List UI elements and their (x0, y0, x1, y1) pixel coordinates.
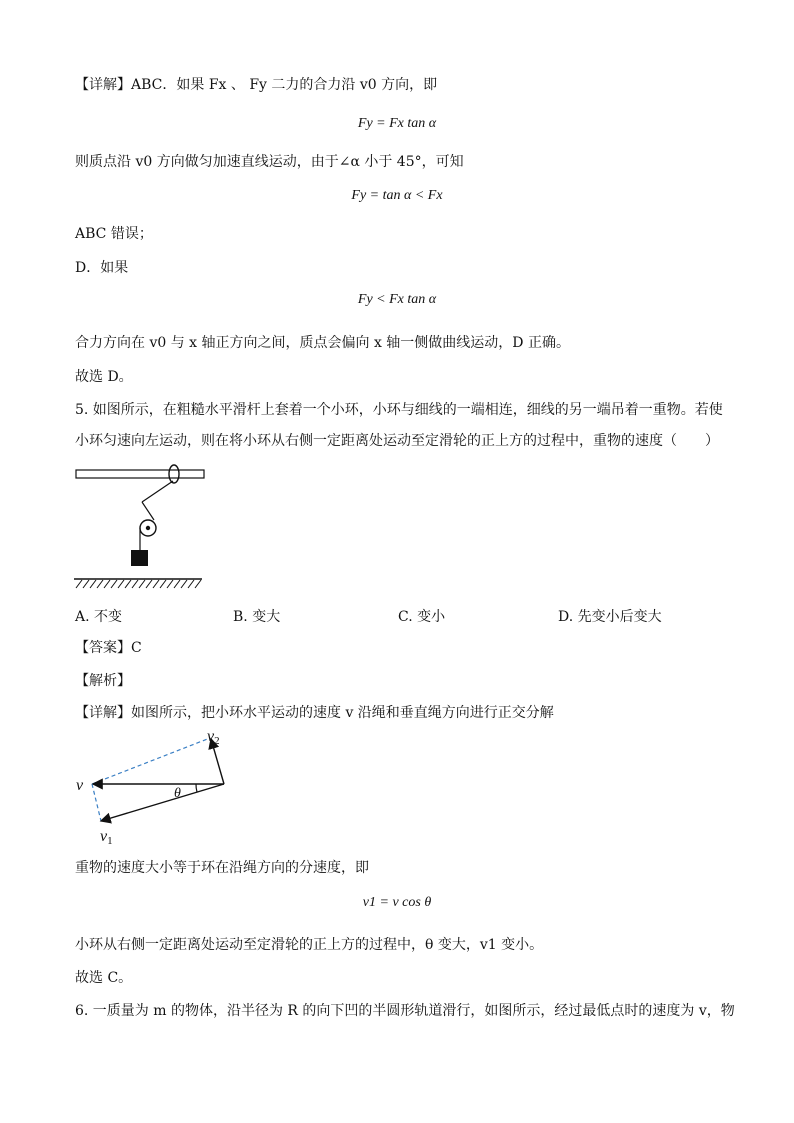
pulley-figure (70, 462, 210, 592)
paragraph-detail-abc: 【详解】ABC．如果 Fx 、 Fy 二力的合力沿 v0 方向，即 (75, 77, 438, 93)
equation-3: Fy < Fx tan α (357, 292, 437, 307)
paragraph-decompose: 【详解】如图所示，把小环水平运动的速度 v 沿绳和垂直绳方向进行正交分解 (75, 705, 554, 721)
paragraph-weight-speed: 重物的速度大小等于环在沿绳方向的分速度，即 (75, 860, 369, 876)
option-a: A. 不变 (75, 609, 123, 625)
paragraph-abc-wrong: ABC 错误； (75, 226, 153, 242)
paragraph-d-correct: 合力方向在 v0 与 x 轴正方向之间，质点会偏向 x 轴一侧做曲线运动，D 正确。 (75, 335, 570, 351)
option-b: B. 变大 (233, 609, 281, 625)
label-v2: v2 (207, 728, 220, 747)
velocity-decomposition-figure (70, 725, 240, 850)
question-5-line-2: 小环匀速向左运动，则在将小环从右侧一定距离处运动至定滑轮的正上方的过程中，重物的速度（ ） (75, 433, 719, 449)
option-d: D. 先变小后变大 (558, 609, 662, 625)
label-v1: v1 (100, 828, 113, 847)
analysis-label: 【解析】 (75, 673, 131, 689)
paragraph-d-if: D．如果 (75, 260, 129, 276)
equation-1: Fy = Fx tan α (357, 116, 437, 131)
paragraph-uniform-acceleration: 则质点沿 v0 方向做匀加速直线运动，由于∠α 小于 45°，可知 (75, 154, 464, 170)
paragraph-theta-increase: 小环从右侧一定距离处运动至定滑轮的正上方的过程中，θ 变大，v1 变小。 (75, 937, 544, 953)
equation-2: Fy = tan α < Fx (351, 188, 443, 203)
question-5-line-1: 5. 如图所示，在粗糙水平滑杆上套着一个小环，小环与细线的一端相连，细线的另一端吊着一重物。若使 (75, 402, 723, 418)
label-theta: θ (174, 786, 181, 801)
paragraph-choose-c: 故选 C。 (75, 970, 133, 986)
question-6-line-1: 6. 一质量为 m 的物体，沿半径为 R 的向下凹的半圆形轨道滑行，如图所示，经过最低点时的速度为 v，物 (75, 1003, 735, 1019)
paragraph-choose-d: 故选 D。 (75, 369, 133, 385)
answer-label: 【答案】C (75, 640, 142, 656)
equation-4: v1 = v cos θ (362, 895, 432, 910)
label-v: v (76, 777, 84, 794)
option-c: C. 变小 (398, 609, 446, 625)
